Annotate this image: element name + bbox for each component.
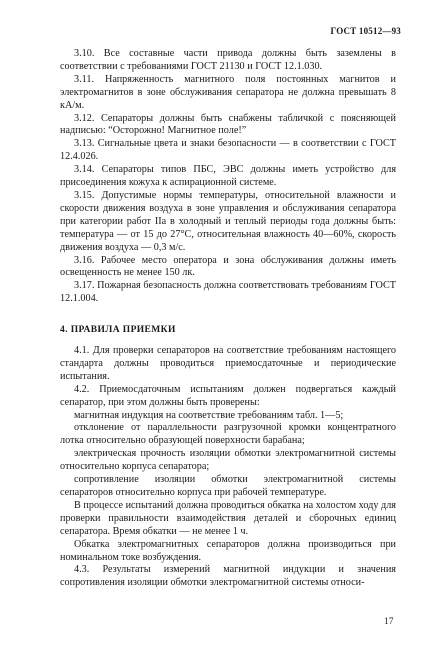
paragraph-4-1: 4.1. Для проверки сепараторов на соответствие требованиям настоящего стандарта должны проводиться приемосдаточные и периодические испытания. (60, 345, 396, 382)
check-item-insulation-resistance: сопротивление изоляции обмотки электромагнитной системы сепараторов относительно корпуса при рабочей температуре. (60, 474, 396, 498)
paragraph-3-13: 3.13. Сигнальные цвета и знаки безопасности — в соответствии с ГОСТ 12.4.026. (60, 138, 396, 163)
paragraph-3-16: 3.16. Рабочее место оператора и зона обслуживания должны иметь освещенность не менее 150 лк. (60, 254, 396, 279)
paragraph-4-2: 4.2. Приемосдаточным испытаниям должен подвергаться каждый сепаратор, при этом должны быть проверены: (60, 383, 396, 408)
paragraph-3-11: 3.11. Напряженность магнитного поля постоянных магнитов и электромагнитов в зоне обслуживания сепаратора не должна превышать 8 кА/м. (60, 73, 396, 111)
check-item-magnetic-induction: магнитная индукция на соответствие требованиям табл. 1—5; (74, 409, 344, 421)
check-item-parallelism: отклонение от параллельности разгрузочной кромки концентратного лотка относительно образующей поверхности барабана; (60, 422, 396, 447)
paragraph-3-12: 3.12. Сепараторы должны быть снабжены табличкой с поясняющей надписью: “Осторожно! Магнитное поле!” (60, 112, 396, 137)
paragraph-3-14: 3.14. Сепараторы типов ПБС, ЭВС должны иметь устройство для присоединения кожуха к аспирационной системе. (60, 164, 396, 189)
paragraph-run-in-current: Обкатка электромагнитных сепараторов должна производиться при номинальном токе возбуждения. (60, 538, 396, 563)
section-heading: 4. ПРАВИЛА ПРИЕМКИ (60, 325, 176, 336)
standard-header: ГОСТ 10512—93 (330, 26, 401, 36)
paragraph-3-15: 3.15. Допустимые нормы температуры, относительной влажности и скорости движения воздуха в зоне управления и обслуживания сепаратора при категории работ IIa в холодный и теплый периоды года должны быть: температура — от 15 до 27°С, относительная влажность 40—60%, скорость движения воздуха — 0,3 м/с. (60, 189, 396, 253)
paragraph-3-10: 3.10. Все составные части привода должны быть заземлены в соответствии с требованиями ГОСТ 21130 и ГОСТ 12.1.030. (60, 48, 396, 72)
page-number: 17 (384, 617, 394, 627)
paragraph-3-17: 3.17. Пожарная безопасность должна соответствовать требованиям ГОСТ 12.1.004. (60, 280, 396, 305)
body-text (60, 48, 396, 590)
paragraph-idle-run: В процессе испытаний должна проводиться обкатка на холостом ходу для проверки правильности взаимодействия деталей и сборочных единиц сепаратора. Время обкатки — не менее 1 ч. (60, 499, 396, 537)
paragraph-4-3: 4.3. Результаты измерений магнитной индукции и значения сопротивления изоляции обмотки электромагнитной системы относи- (60, 564, 396, 589)
check-item-dielectric-strength: электрическая прочность изоляции обмотки электромагнитной системы относительно корпуса сепаратора; (60, 448, 396, 473)
